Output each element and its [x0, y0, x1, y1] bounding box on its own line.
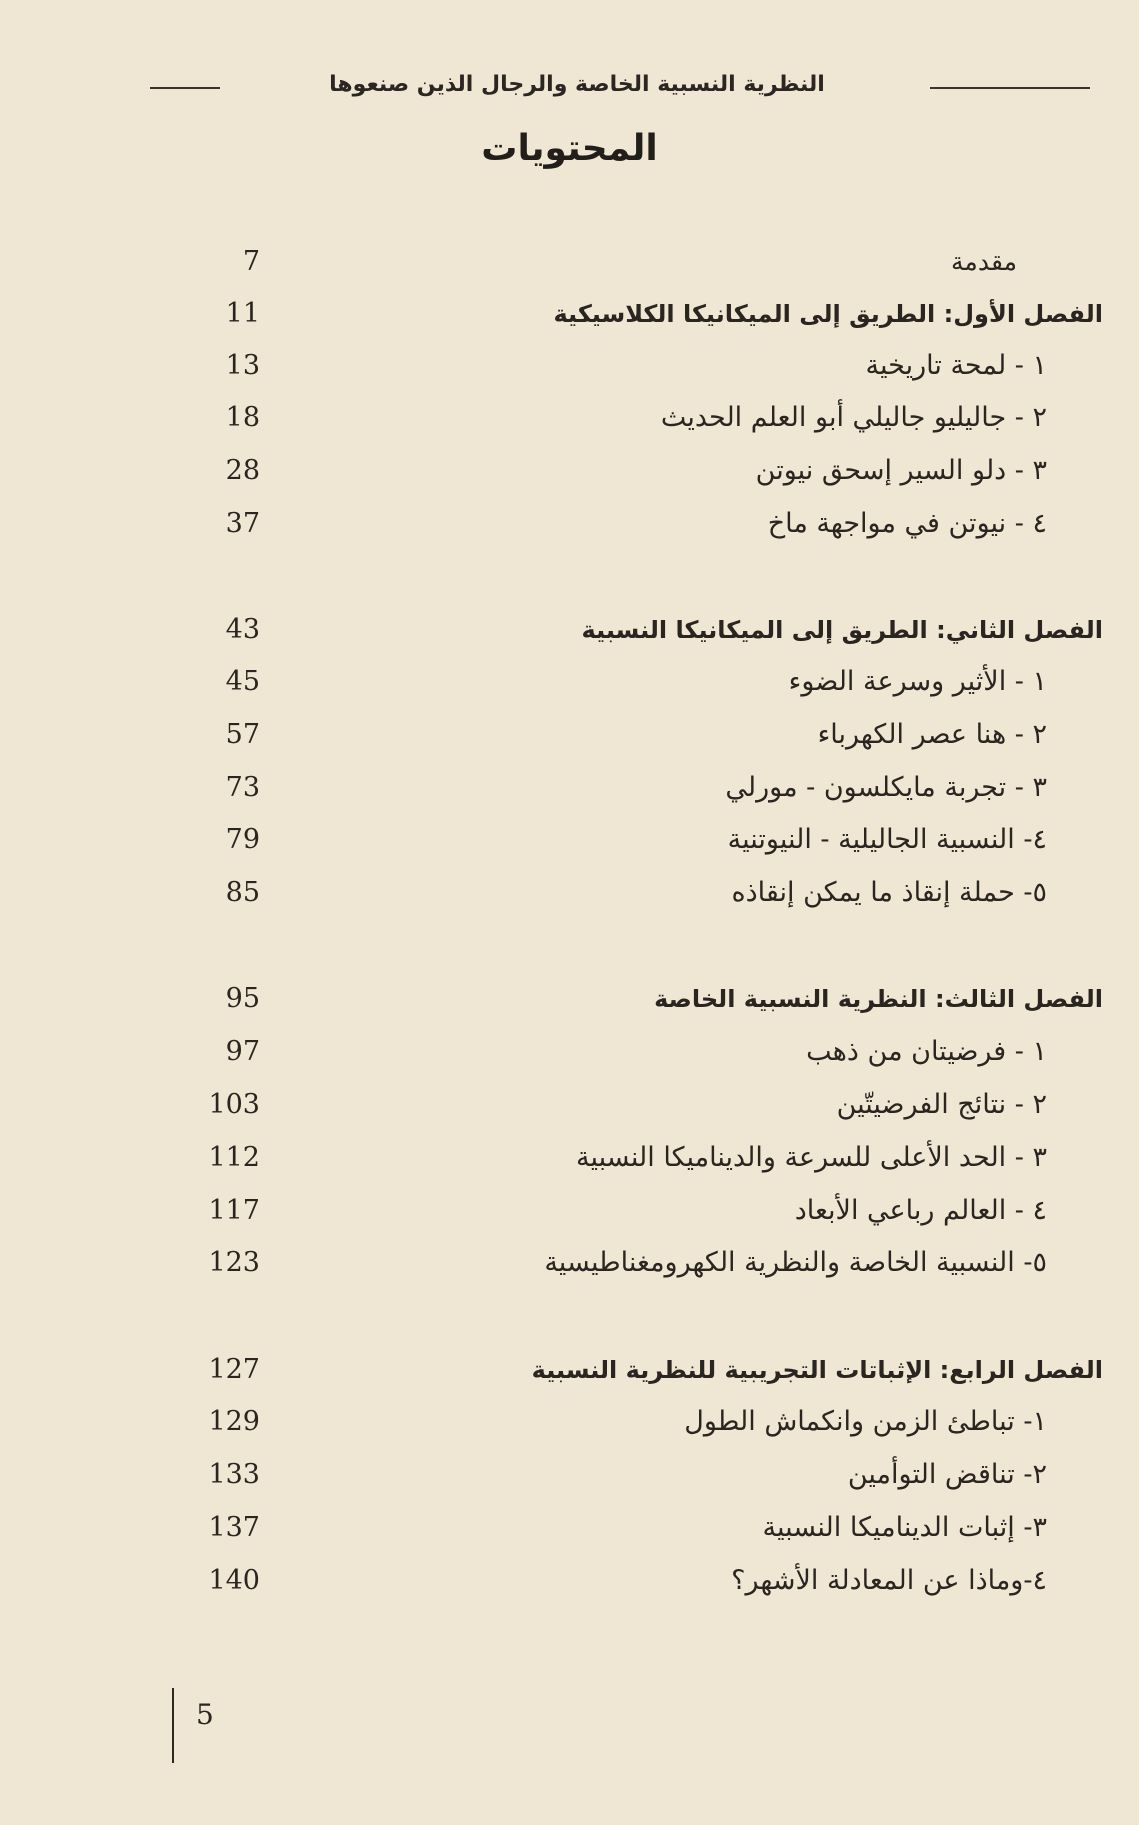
section-title: ٣ - دلو السير إسحق نيوتن: [755, 455, 1047, 486]
toc-page-number: 97: [225, 1036, 260, 1067]
toc-page-number: 103: [208, 1089, 260, 1120]
toc-page-number: 137: [208, 1512, 260, 1543]
toc-page-number: 57: [225, 719, 260, 750]
toc-page-number: 7: [242, 246, 260, 277]
toc-section[interactable]: [0, 1503, 1139, 1553]
toc-entry-title: مقدمة: [951, 247, 1017, 276]
toc-chapter-4[interactable]: [0, 1345, 1139, 1395]
section-title: ٥- حملة إنقاذ ما يمكن إنقاذه: [731, 877, 1047, 908]
toc-chapter-3[interactable]: [0, 974, 1139, 1024]
page-title: المحتويات: [481, 128, 658, 169]
toc-page-number: 73: [225, 772, 260, 803]
toc-section[interactable]: [0, 1027, 1139, 1077]
running-header-text: النظرية النسبية الخاصة والرجال الذين صنعوها: [329, 72, 825, 97]
toc-page-number: 95: [225, 983, 260, 1014]
toc-section[interactable]: [0, 710, 1139, 760]
toc-page-number: 28: [225, 455, 260, 486]
section-title: ٣ - تجربة مايكلسون - مورلي: [725, 772, 1047, 803]
header-rule-right: [930, 87, 1090, 89]
toc-entry-intro[interactable]: [0, 237, 1139, 287]
toc-section[interactable]: [0, 1450, 1139, 1500]
toc-chapter-2[interactable]: [0, 605, 1139, 655]
section-title: ٢- تناقض التوأمين: [847, 1459, 1047, 1490]
section-title: ١ - فرضيتان من ذهب: [806, 1036, 1047, 1067]
toc-section[interactable]: [0, 1238, 1139, 1288]
toc-section[interactable]: [0, 1397, 1139, 1447]
chapter-title: الفصل الرابع: الإثباتات التجريبية للنظرية النسبية: [531, 1356, 1103, 1384]
section-title: ٤- النسبية الجاليلية - النيوتنية: [727, 824, 1047, 855]
toc-page-number: 13: [225, 350, 260, 381]
section-title: ٣- إثبات الديناميكا النسبية: [762, 1512, 1047, 1543]
toc-section[interactable]: [0, 393, 1139, 443]
running-header: [150, 68, 1090, 108]
toc-section[interactable]: [0, 868, 1139, 918]
toc-section[interactable]: [0, 815, 1139, 865]
chapter-title: الفصل الثالث: النظرية النسبية الخاصة: [654, 985, 1103, 1013]
toc-page-number: 123: [208, 1247, 260, 1278]
section-title: ٤-وماذا عن المعادلة الأشهر؟: [731, 1565, 1047, 1596]
toc-page-number: 127: [208, 1354, 260, 1385]
section-title: ٣ - الحد الأعلى للسرعة والديناميكا النسبية: [576, 1142, 1047, 1173]
toc-page-number: 85: [225, 877, 260, 908]
toc-page-number: 79: [225, 824, 260, 855]
toc-page-number: 140: [208, 1565, 260, 1596]
toc-section[interactable]: [0, 1556, 1139, 1606]
section-title: ٤ - نيوتن في مواجهة ماخ: [767, 508, 1047, 539]
chapter-title: الفصل الأول: الطريق إلى الميكانيكا الكلاسيكية: [553, 300, 1103, 328]
toc-section[interactable]: [0, 341, 1139, 391]
toc-page-number: 117: [208, 1195, 260, 1226]
toc-page-number: 129: [208, 1406, 260, 1437]
section-title: ١- تباطئ الزمن وانكماش الطول: [684, 1406, 1047, 1437]
toc-section[interactable]: [0, 763, 1139, 813]
toc-page-number: 112: [208, 1142, 260, 1173]
toc-page-number: 37: [225, 508, 260, 539]
section-title: ٥- النسبية الخاصة والنظرية الكهرومغناطيسية: [544, 1247, 1047, 1278]
chapter-title: الفصل الثاني: الطريق إلى الميكانيكا النسبية: [581, 616, 1103, 644]
header-rule-left: [150, 87, 220, 89]
toc-section[interactable]: [0, 1080, 1139, 1130]
toc-page-number: 133: [208, 1459, 260, 1490]
toc-page-number: 45: [225, 666, 260, 697]
toc-section[interactable]: [0, 1186, 1139, 1236]
section-title: ٢ - جاليليو جاليلي أبو العلم الحديث: [660, 402, 1047, 433]
toc-section[interactable]: [0, 1133, 1139, 1183]
section-title: ٢ - هنا عصر الكهرباء: [817, 719, 1047, 750]
toc-chapter-1[interactable]: [0, 289, 1139, 339]
section-title: ١ - الأثير وسرعة الضوء: [788, 666, 1047, 697]
toc-section[interactable]: [0, 499, 1139, 549]
toc-page-number: 43: [225, 614, 260, 645]
toc-section[interactable]: [0, 446, 1139, 496]
toc-section[interactable]: [0, 657, 1139, 707]
section-title: ٤ - العالم رباعي الأبعاد: [794, 1195, 1047, 1226]
section-title: ٢ - نتائج الفرضيتّين: [836, 1089, 1047, 1120]
footer-page-number: 5: [196, 1698, 214, 1731]
toc-page-number: 11: [225, 298, 260, 329]
footer-rule: [172, 1688, 174, 1763]
section-title: ١ - لمحة تاريخية: [865, 350, 1047, 381]
toc-page-number: 18: [225, 402, 260, 433]
